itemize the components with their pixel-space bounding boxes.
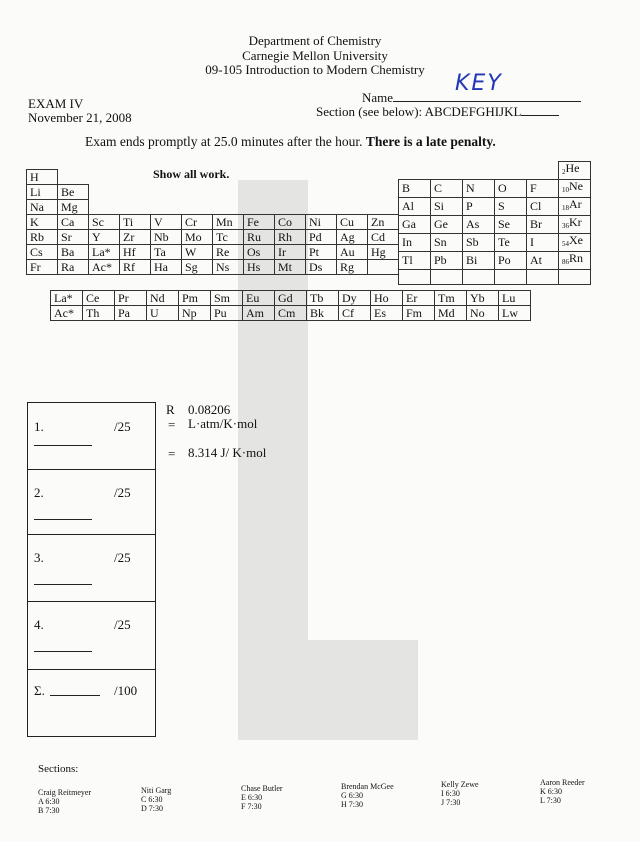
pt-empty-cell — [368, 170, 399, 185]
department-heading: Department of Chemistry — [248, 33, 382, 48]
score-blank-line[interactable] — [34, 584, 92, 585]
pt-empty-cell — [244, 185, 275, 200]
pt-empty-cell — [151, 200, 182, 215]
instructor-name: Chase Butler — [241, 784, 283, 793]
exam-title: EXAM IV — [28, 96, 84, 111]
element-cell: Zr — [120, 230, 151, 245]
element-cell: Cs — [27, 245, 58, 260]
element-symbol: Kr — [569, 215, 582, 229]
element-cell: Tb — [307, 291, 339, 306]
element-cell: Cd — [368, 230, 399, 245]
show-work-label: Show all work. — [153, 167, 230, 181]
element-cell: Eu — [243, 291, 275, 306]
element-cell: Ge — [431, 216, 463, 234]
score-row — [28, 601, 155, 670]
element-cell: Mt — [275, 260, 306, 275]
question-label: 1. — [34, 419, 44, 434]
section-time-b: J 7:30 — [441, 798, 461, 807]
element-cell: Ds — [306, 260, 337, 275]
section-time-b: L 7:30 — [540, 796, 561, 805]
pt-empty-cell — [306, 200, 337, 215]
element-cell: F — [527, 180, 559, 198]
element-cell: Am — [243, 306, 275, 321]
element-cell: Ha — [151, 260, 182, 275]
pt-right-row — [399, 216, 591, 234]
notice-bold: There is a late penalty. — [365, 134, 496, 149]
element-cell: Po — [495, 252, 527, 270]
element-cell: Sc — [89, 215, 120, 230]
pt-empty-cell — [368, 200, 399, 215]
element-cell: K — [27, 215, 58, 230]
section-instructor — [241, 784, 283, 811]
notice-text: Exam ends promptly at 25.0 minutes after the hour. — [85, 134, 363, 149]
element-cell: Ns — [213, 260, 244, 275]
element-cell: Os — [244, 245, 275, 260]
element-cell: Dy — [339, 291, 371, 306]
element-cell-noble — [559, 162, 591, 180]
section-instructor — [38, 788, 91, 815]
section-time-a: C 6:30 — [141, 795, 163, 804]
element-cell: I — [527, 234, 559, 252]
element-symbol: Xe — [569, 233, 583, 247]
exam-date: November 21, 2008 — [28, 110, 132, 125]
pt-empty-cell — [182, 200, 213, 215]
exam-notice — [85, 134, 496, 150]
element-cell: Es — [371, 306, 403, 321]
element-cell: C — [431, 180, 463, 198]
pt-empty-cell — [275, 200, 306, 215]
pt-empty-cell — [337, 200, 368, 215]
pt-empty-cell — [213, 200, 244, 215]
score-box — [27, 402, 156, 737]
element-cell: Sr — [58, 230, 89, 245]
element-cell: Cu — [337, 215, 368, 230]
pt-left-row — [27, 230, 399, 245]
f-block-table — [50, 290, 531, 321]
pt-right-row — [399, 252, 591, 270]
section-instructor — [540, 778, 585, 805]
element-cell: Pu — [211, 306, 243, 321]
gas-constant-symbol: R — [166, 402, 175, 417]
pt-empty-cell — [182, 170, 213, 185]
section-instructor — [141, 786, 171, 813]
pt-empty-cell — [244, 200, 275, 215]
element-cell — [559, 270, 591, 285]
element-cell: Ag — [337, 230, 368, 245]
element-cell-noble — [559, 216, 591, 234]
section-instructor — [441, 780, 479, 807]
question-label: 4. — [34, 617, 44, 632]
element-cell: Ac* — [51, 306, 83, 321]
element-cell — [399, 162, 431, 180]
element-cell: Rf — [120, 260, 151, 275]
pt-empty-cell — [306, 170, 337, 185]
element-cell — [368, 260, 399, 275]
element-cell: Pm — [179, 291, 211, 306]
pt-empty-cell — [89, 200, 120, 215]
element-cell: La* — [51, 291, 83, 306]
section-time-a: G 6:30 — [341, 791, 363, 800]
element-cell: Rh — [275, 230, 306, 245]
element-cell-noble — [559, 180, 591, 198]
score-row — [28, 469, 155, 535]
element-cell: Ga — [399, 216, 431, 234]
periodic-table-right — [398, 161, 591, 285]
element-cell: As — [463, 216, 495, 234]
element-cell: Cl — [527, 198, 559, 216]
question-label: 2. — [34, 485, 44, 500]
element-cell: Cm — [275, 306, 307, 321]
element-cell: Te — [495, 234, 527, 252]
element-cell: Na — [27, 200, 58, 215]
element-cell: Be — [58, 185, 89, 200]
question-points: /25 — [114, 419, 131, 434]
instructor-name: Brendan McGee — [341, 782, 394, 791]
pt-left-row — [27, 215, 399, 230]
pt-empty-cell — [120, 200, 151, 215]
pt-left-row — [27, 185, 399, 200]
element-cell: No — [467, 306, 499, 321]
pt-left-row — [27, 245, 399, 260]
pt-empty-cell — [275, 170, 306, 185]
pt-empty-cell — [306, 185, 337, 200]
element-cell: H — [27, 170, 58, 185]
element-symbol: Rn — [569, 251, 584, 265]
element-cell: Se — [495, 216, 527, 234]
question-points: /25 — [114, 485, 131, 500]
element-cell: Bi — [463, 252, 495, 270]
atomic-number: 54 — [562, 240, 569, 248]
element-cell-noble — [559, 234, 591, 252]
element-cell: Hs — [244, 260, 275, 275]
instructor-name: Niti Garg — [141, 786, 172, 795]
element-cell: Sm — [211, 291, 243, 306]
element-cell: Pa — [115, 306, 147, 321]
element-cell: Lu — [499, 291, 531, 306]
element-cell: V — [151, 215, 182, 230]
element-cell: Ir — [275, 245, 306, 260]
pt-empty-cell — [275, 185, 306, 200]
element-cell — [431, 270, 463, 285]
instructor-name: Kelly Zewe — [441, 780, 479, 789]
element-cell: Ac* — [89, 260, 120, 275]
sections-title: Sections: — [38, 763, 79, 775]
pt-right-row — [399, 234, 591, 252]
element-cell: Ti — [120, 215, 151, 230]
element-cell: Ba — [58, 245, 89, 260]
element-cell: Mo — [182, 230, 213, 245]
atomic-number: 36 — [562, 222, 569, 230]
atomic-number: 18 — [562, 204, 569, 212]
gas-constant-value: 0.08206 — [188, 402, 231, 417]
element-cell: Yb — [467, 291, 499, 306]
element-cell: Ru — [244, 230, 275, 245]
instructor-name: Aaron Reeder — [540, 778, 585, 787]
element-cell: Fr — [27, 260, 58, 275]
element-cell: Pb — [431, 252, 463, 270]
section-time-b: H 7:30 — [341, 800, 363, 809]
element-cell-noble — [559, 252, 591, 270]
element-cell: Tc — [213, 230, 244, 245]
gas-constant-unit: L·atm/K·mol — [188, 416, 258, 431]
element-cell: Sn — [431, 234, 463, 252]
pt-right-row — [399, 198, 591, 216]
element-cell — [431, 162, 463, 180]
element-symbol: He — [565, 161, 580, 175]
score-blank-line[interactable] — [34, 519, 92, 520]
name-label: Name — [362, 90, 394, 105]
element-cell: N — [463, 180, 495, 198]
pt-empty-cell — [244, 170, 275, 185]
element-cell — [527, 270, 559, 285]
score-row — [28, 669, 155, 736]
element-symbol: Ar — [569, 197, 582, 211]
question-points: /100 — [114, 683, 138, 698]
element-cell — [463, 270, 495, 285]
section-label: Section (see below): ABCDEFGHIJKL — [316, 104, 522, 119]
element-cell: Np — [179, 306, 211, 321]
element-cell: Th — [83, 306, 115, 321]
element-cell: Ta — [151, 245, 182, 260]
element-cell: Bk — [307, 306, 339, 321]
element-cell — [399, 270, 431, 285]
element-cell: Fm — [403, 306, 435, 321]
section-time-b: D 7:30 — [141, 804, 163, 813]
pt-empty-cell — [120, 185, 151, 200]
element-cell: Cr — [182, 215, 213, 230]
course-heading: 09-105 Introduction to Modern Chemistry — [205, 62, 425, 77]
periodic-table-left — [26, 169, 399, 275]
pt-empty-cell — [213, 170, 244, 185]
section-time-b: B 7:30 — [38, 806, 60, 815]
element-cell: Al — [399, 198, 431, 216]
element-cell — [527, 162, 559, 180]
element-cell: O — [495, 180, 527, 198]
actinides-row — [51, 306, 531, 321]
pt-empty-cell — [151, 185, 182, 200]
element-cell: Pr — [115, 291, 147, 306]
question-points: /25 — [114, 617, 131, 632]
pt-empty-cell — [89, 185, 120, 200]
element-cell: Ra — [58, 260, 89, 275]
pt-empty-cell — [182, 185, 213, 200]
element-cell: S — [495, 198, 527, 216]
lanthanides-row — [51, 291, 531, 306]
element-cell: Zn — [368, 215, 399, 230]
element-cell: Hg — [368, 245, 399, 260]
element-cell: Ce — [83, 291, 115, 306]
element-cell: Li — [27, 185, 58, 200]
element-cell: Gd — [275, 291, 307, 306]
section-time-a: I 6:30 — [441, 789, 460, 798]
pt-empty-cell — [120, 170, 151, 185]
element-cell: Nd — [147, 291, 179, 306]
pt-empty-cell — [368, 185, 399, 200]
pt-empty-cell — [89, 170, 120, 185]
element-cell: In — [399, 234, 431, 252]
atomic-number: 86 — [562, 258, 569, 266]
score-blank-line[interactable] — [34, 651, 92, 652]
element-cell: Sb — [463, 234, 495, 252]
section-time-b: F 7:30 — [241, 802, 262, 811]
pt-empty-cell — [151, 170, 182, 185]
element-cell-noble — [559, 198, 591, 216]
equals-sign-1: = — [168, 417, 176, 432]
element-cell: W — [182, 245, 213, 260]
pt-empty-cell — [213, 185, 244, 200]
element-cell: Si — [431, 198, 463, 216]
question-label: Σ. — [34, 683, 45, 698]
pt-empty-cell — [337, 185, 368, 200]
element-cell: Hf — [120, 245, 151, 260]
scan-shadow-base — [238, 640, 418, 740]
element-cell: U — [147, 306, 179, 321]
element-cell — [495, 270, 527, 285]
element-cell: Mn — [213, 215, 244, 230]
section-field[interactable] — [316, 104, 559, 120]
score-row — [28, 403, 155, 470]
pt-right-row — [399, 162, 591, 180]
pt-right-row — [399, 180, 591, 198]
question-label: 3. — [34, 550, 44, 565]
element-symbol: Ne — [569, 179, 583, 193]
element-cell: Nb — [151, 230, 182, 245]
score-row — [28, 534, 155, 602]
section-time-a: K 6:30 — [540, 787, 562, 796]
element-cell: Tl — [399, 252, 431, 270]
element-cell: Fe — [244, 215, 275, 230]
element-cell — [495, 162, 527, 180]
element-cell: Lw — [499, 306, 531, 321]
pt-empty-cell — [58, 170, 89, 185]
section-time-a: E 6:30 — [241, 793, 263, 802]
element-cell: Pd — [306, 230, 337, 245]
name-handwritten-value: KEY — [455, 71, 503, 96]
instructor-name: Craig Reitmeyer — [38, 788, 92, 797]
element-cell: Ho — [371, 291, 403, 306]
element-cell: Sg — [182, 260, 213, 275]
element-cell: Cf — [339, 306, 371, 321]
section-line — [521, 105, 559, 116]
element-cell: Rg — [337, 260, 368, 275]
element-cell: Br — [527, 216, 559, 234]
element-cell: Ca — [58, 215, 89, 230]
element-cell: Tm — [435, 291, 467, 306]
score-blank-line[interactable] — [50, 695, 100, 696]
score-blank-line[interactable] — [34, 445, 92, 446]
element-cell: B — [399, 180, 431, 198]
question-points: /25 — [114, 550, 131, 565]
element-cell: La* — [89, 245, 120, 260]
element-cell: Au — [337, 245, 368, 260]
element-cell — [463, 162, 495, 180]
university-heading: Carnegie Mellon University — [242, 48, 388, 63]
atomic-number: 10 — [562, 186, 569, 194]
atomic-number: 2 — [562, 168, 566, 176]
element-cell: Ni — [306, 215, 337, 230]
pt-empty-cell — [337, 170, 368, 185]
section-instructor — [341, 782, 394, 809]
pt-left-row — [27, 200, 399, 215]
element-cell: At — [527, 252, 559, 270]
element-cell: Re — [213, 245, 244, 260]
element-cell: Pt — [306, 245, 337, 260]
pt-right-row — [399, 270, 591, 285]
element-cell: Md — [435, 306, 467, 321]
element-cell: Mg — [58, 200, 89, 215]
pt-left-row — [27, 170, 399, 185]
element-cell: Y — [89, 230, 120, 245]
pt-left-row — [27, 260, 399, 275]
element-cell: Rb — [27, 230, 58, 245]
equals-sign-2: = — [168, 446, 176, 461]
gas-constant-joules: 8.314 J/ K·mol — [188, 445, 267, 460]
element-cell: Co — [275, 215, 306, 230]
element-cell: P — [463, 198, 495, 216]
element-cell: Er — [403, 291, 435, 306]
section-time-a: A 6:30 — [38, 797, 60, 806]
